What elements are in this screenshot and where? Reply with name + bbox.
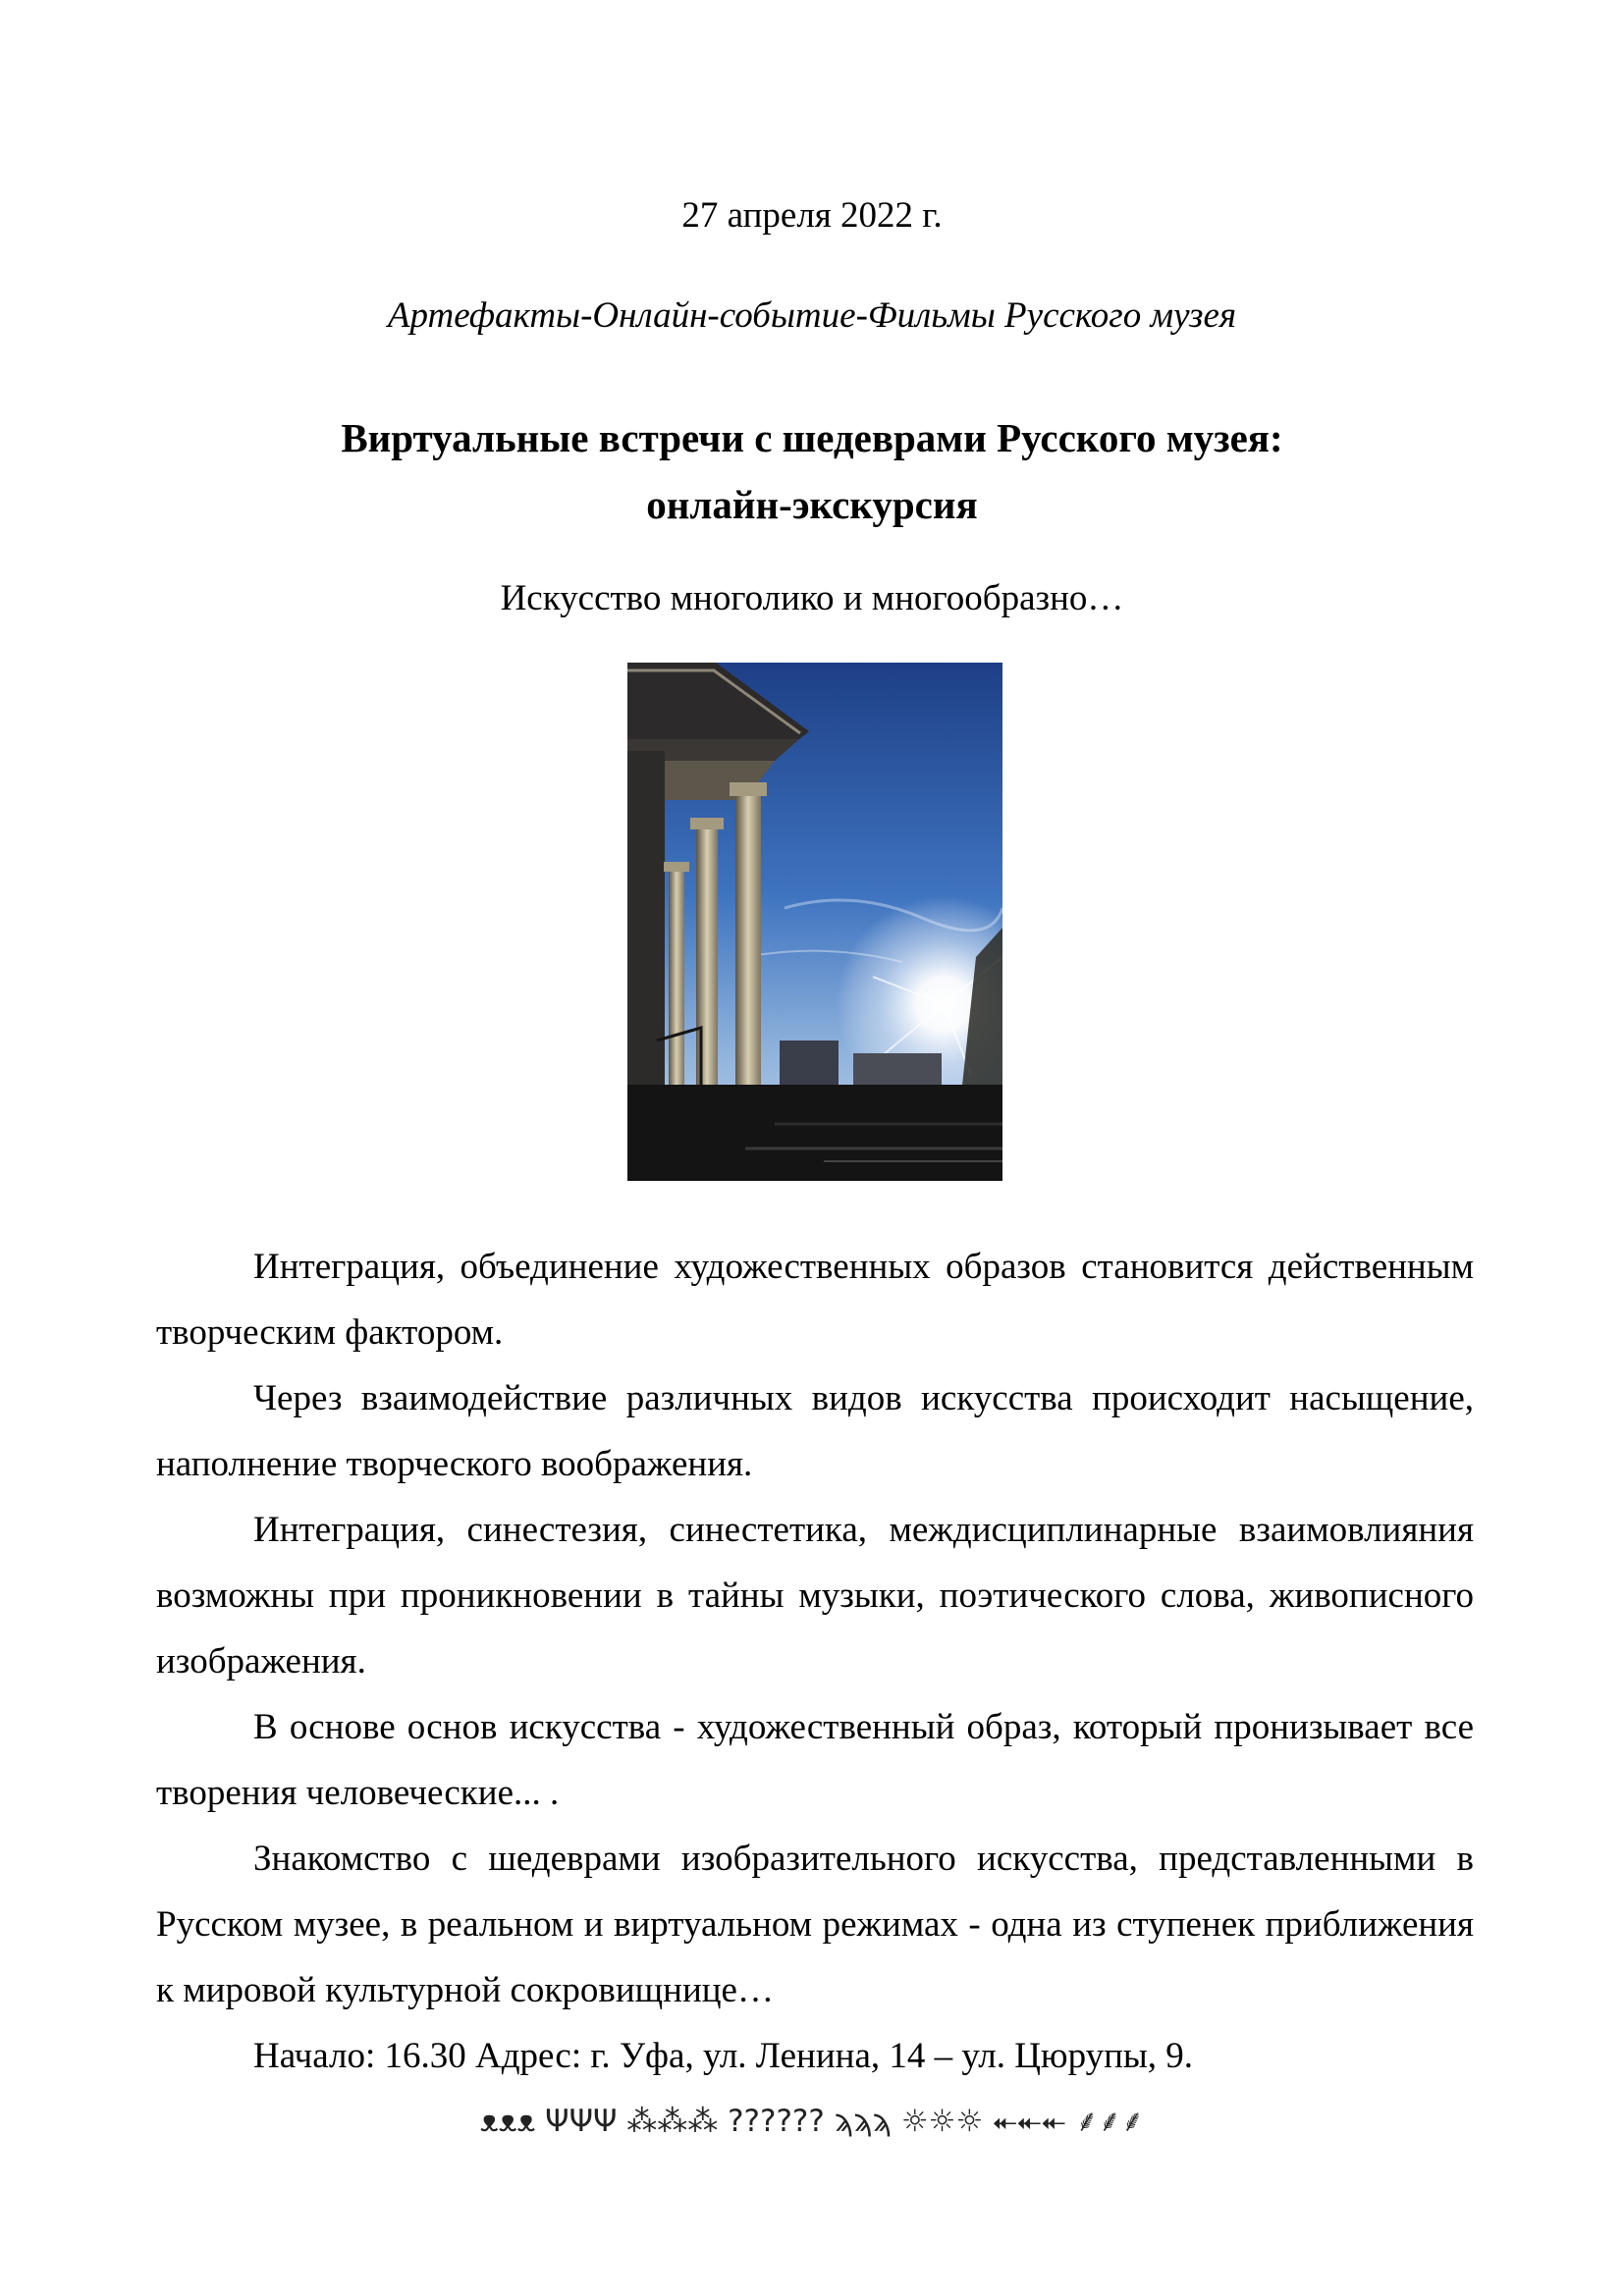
event-start-address: Начало: 16.30 Адрес: г. Уфа, ул. Ленина, 14 – ул. Цюрупы, 9. bbox=[253, 2036, 1193, 2076]
decorative-symbols: ᴥᴥᴥ ΨΨΨ ⁂⁂⁂ ?????? ϡϡϡ ☼☼☼ ⯬⯬⯬ ⸙⸙⸙ bbox=[479, 2104, 1145, 2139]
museum-colonnade-photo bbox=[627, 663, 1002, 1181]
event-title-line-2: онлайн-экскурсия bbox=[646, 482, 978, 527]
event-title bbox=[0, 404, 1624, 538]
paragraph: Через взаимодействие различных видов искусства происходит насыщение, наполнение творческого воображения. bbox=[156, 1378, 1474, 1484]
paragraph: В основе основ искусства - художественный образ, который пронизывает все творения человеческие... . bbox=[156, 1707, 1474, 1813]
paragraph: Интеграция, объединение художественных образов становится действенным творческим фактором. bbox=[156, 1247, 1474, 1353]
event-date: 27 апреля 2022 г. bbox=[681, 195, 943, 236]
event-title-line-1: Виртуальные встречи с шедеврами Русского музея: bbox=[341, 415, 1283, 460]
paragraph: Знакомство с шедеврами изобразительного искусства, представленными в Русском музее, в реальном и виртуальном режимах - одна из ступенек приближения к мировой культурной сокровищнице… bbox=[156, 1839, 1474, 2010]
event-series: Артефакты-Онлайн-событие-Фильмы Русского музея bbox=[387, 295, 1237, 336]
event-subtitle: Искусство многолико и многообразно… bbox=[500, 578, 1124, 618]
paragraph: Интеграция, синестезия, синестетика, междисциплинарные взаимовлияния возможны при проникновении в тайны музыки, поэтического слова, живописного изображения. bbox=[156, 1510, 1474, 1682]
article-body bbox=[156, 1234, 1474, 2089]
